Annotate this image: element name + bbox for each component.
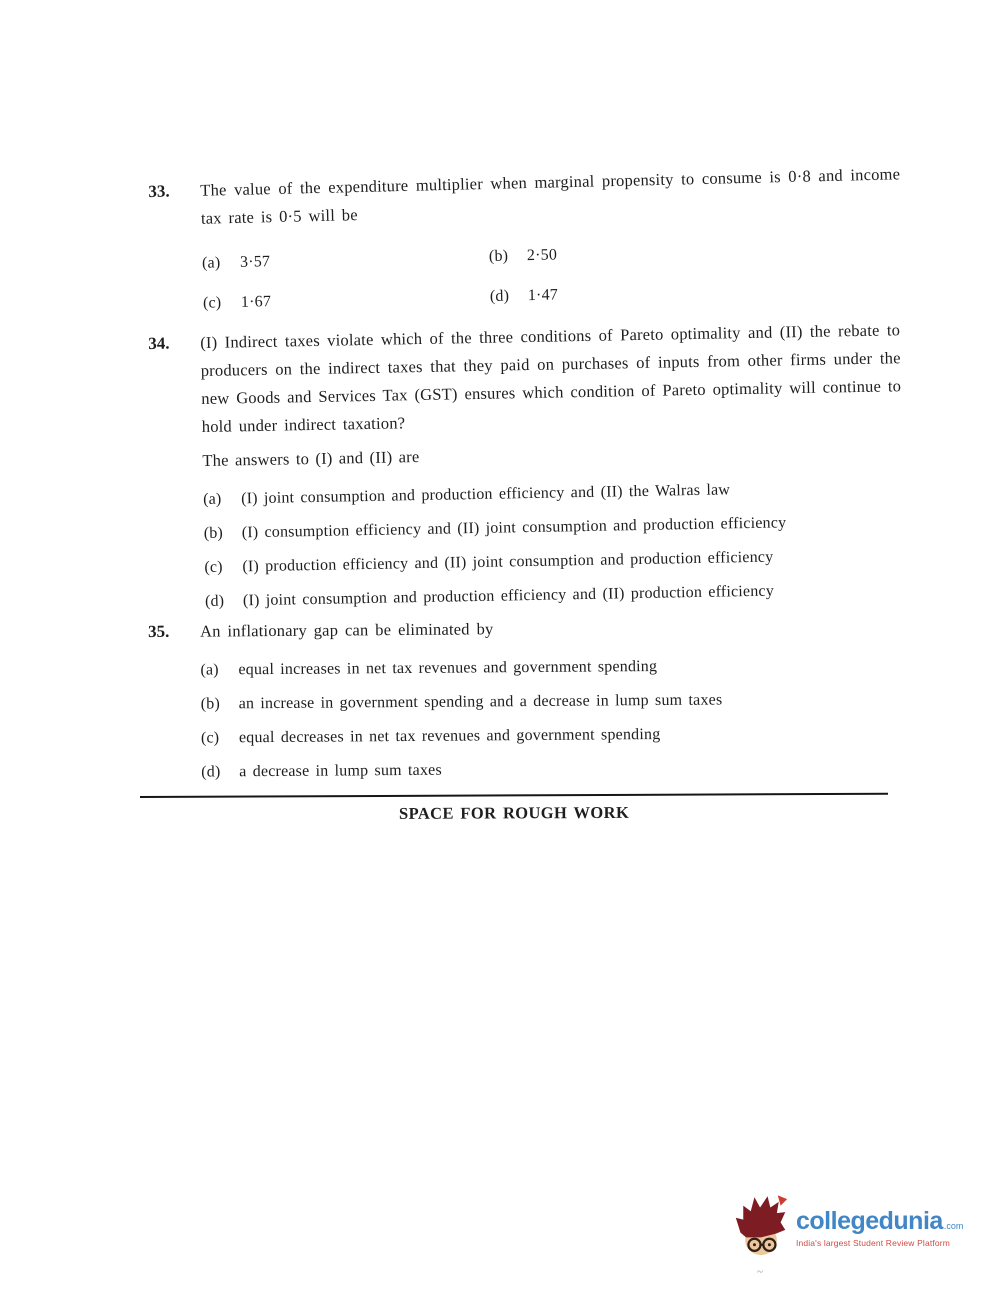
option-label: (c)	[202, 294, 222, 312]
option-label: (c)	[204, 558, 223, 577]
option-label: (b)	[203, 524, 224, 543]
collegedunia-wordmark-row	[796, 1209, 963, 1234]
option-label: (c)	[200, 729, 220, 747]
option-label: (d)	[489, 287, 510, 305]
option-label: (b)	[488, 247, 509, 265]
option-row	[205, 576, 905, 615]
option-text: a decrease in lump sum taxes	[239, 761, 442, 781]
collegedunia-logo	[733, 1192, 963, 1264]
question-subtext: The answers to (I) and (II) are	[202, 447, 420, 471]
collegedunia-wordmark-suffix: .com	[943, 1221, 964, 1231]
option-label: (b)	[200, 695, 221, 713]
question-35	[148, 612, 901, 786]
collegedunia-tagline: India's largest Student Review Platform	[796, 1238, 950, 1248]
option-text: equal decreases in net tax revenues and government spending	[238, 725, 661, 747]
option-text: 1·67	[240, 293, 272, 311]
collegedunia-wordmark: collegedunia	[796, 1207, 943, 1235]
option-row	[201, 720, 901, 751]
collegedunia-mascot-icon	[733, 1192, 789, 1264]
options-list	[200, 652, 901, 785]
option-text: 1·47	[527, 286, 559, 305]
rough-work-divider	[140, 793, 888, 798]
options-list	[203, 474, 905, 615]
options-grid	[202, 234, 903, 316]
question-number: 35.	[148, 621, 170, 641]
scan-artifact: ~	[757, 1266, 763, 1278]
option-text: 2·50	[526, 246, 558, 265]
option-row	[489, 234, 902, 270]
option-row	[204, 542, 904, 581]
rough-work-heading: SPACE FOR ROUGH WORK	[398, 802, 630, 823]
collegedunia-logo-text	[796, 1209, 963, 1248]
question-number: 33.	[148, 181, 170, 201]
option-text: (I) production efficiency and (II) joint consumption and production efficiency	[242, 548, 774, 576]
option-row	[201, 686, 901, 717]
question-body	[200, 612, 901, 785]
option-row	[203, 474, 903, 513]
option-text: equal increases in net tax revenues and government spending	[238, 658, 658, 679]
option-row	[203, 284, 491, 317]
option-row	[490, 274, 903, 310]
option-row	[202, 244, 490, 277]
option-label: (a)	[201, 254, 221, 272]
option-label: (a)	[200, 661, 219, 679]
question-text: An inflationary gap can be eliminated by	[200, 619, 494, 641]
option-row	[201, 754, 901, 785]
option-label: (a)	[202, 490, 222, 509]
option-label: (d)	[204, 592, 225, 610]
option-text: 3·57	[239, 253, 271, 271]
question-number: 34.	[148, 333, 170, 353]
option-row	[204, 508, 904, 547]
question-34	[148, 316, 905, 616]
option-text: (I) joint consumption and production efficiency and (II) production efficiency	[242, 582, 775, 610]
question-body	[200, 160, 903, 316]
option-text: an increase in government spending and a decrease in lump sum taxes	[238, 691, 723, 713]
option-text: (I) joint consumption and production efficiency and (II) the Walras law	[240, 481, 731, 508]
question-33	[148, 160, 903, 318]
question-text: The value of the expenditure multiplier when marginal propensity to consume is 0·8 and income tax rate is 0·5 will be	[200, 164, 901, 228]
question-body	[200, 316, 905, 615]
question-text: (I) Indirect taxes violate which of the three conditions of Pareto optimality and (II) the rebate to producers on the indirect taxes that they paid on purchases of inputs from other firms under the new Goods and Services Tax (GST) ensures which condition of Pareto optimality will continue to hold under indirect taxation?	[200, 320, 902, 437]
option-label: (d)	[201, 763, 221, 781]
rough-work-section	[140, 793, 888, 825]
option-row	[200, 652, 900, 683]
option-text: (I) consumption efficiency and (II) joint consumption and production efficiency	[241, 514, 787, 542]
